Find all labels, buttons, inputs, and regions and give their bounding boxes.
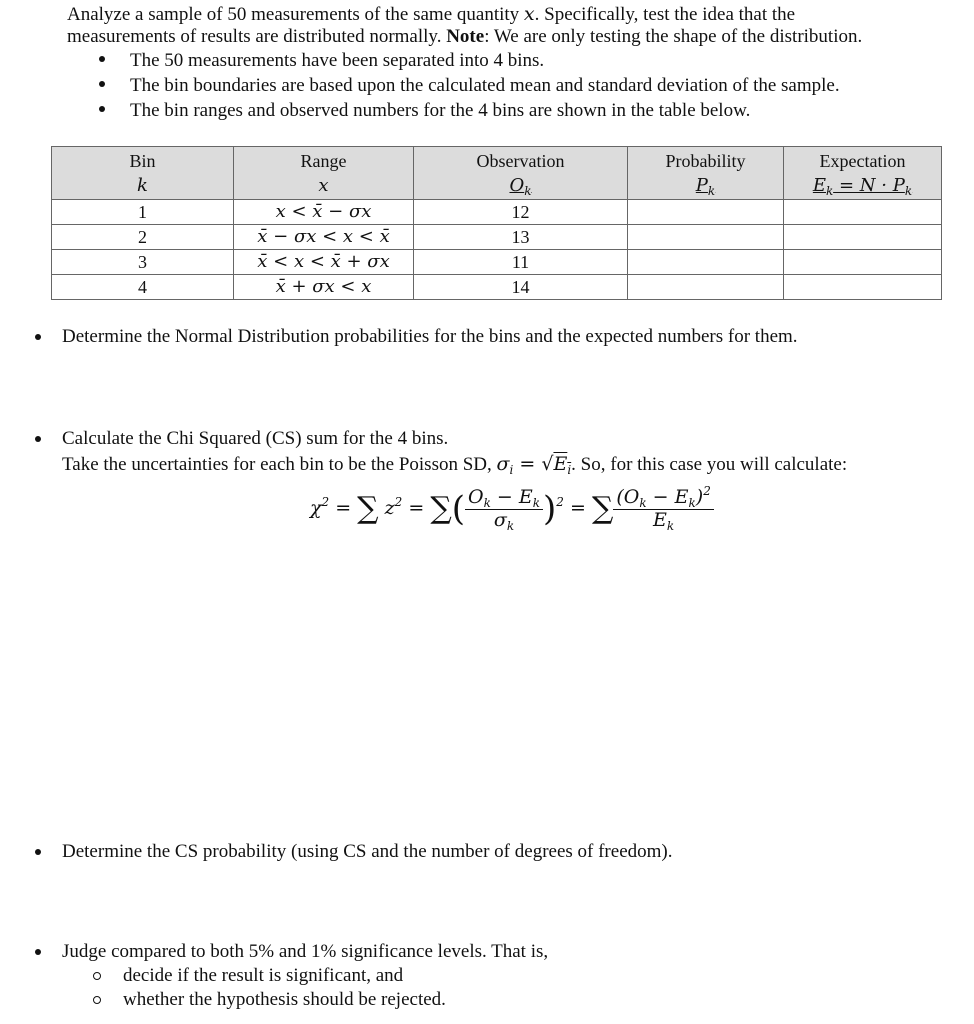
circle-bullet-icon xyxy=(93,972,101,980)
intro-line-1: Analyze a sample of 50 measurements of the same quantity x. Specifically, test the idea that the xyxy=(67,3,796,25)
header-expectation: Expectation $E_k = N \cdot P_k$ xyxy=(784,147,942,200)
table-row xyxy=(52,225,942,250)
cell-observation: 14 xyxy=(414,275,628,300)
cell-range: x < x̄ − σx xyxy=(234,200,414,225)
cell-expectation xyxy=(784,275,942,300)
cell-probability xyxy=(628,275,784,300)
task-normal-probabilities: Determine the Normal Distribution probabilities for the bins and the expected numbers for them. xyxy=(62,326,798,347)
task-chi-squared-line-2: Take the uncertainties for each bin to be the Poisson SD, $\sigma_i = √E_i$. So, for this case you will calculate: xyxy=(62,453,848,477)
bullet-icon xyxy=(99,81,105,87)
task-cs-probability: Determine the CS probability (using CS and the number of degrees of freedom). xyxy=(62,841,673,862)
intro-bullet-3: The bin ranges and observed numbers for the 4 bins are shown in the table below. xyxy=(130,100,751,121)
table-row xyxy=(52,250,942,275)
intro-bullet-2: The bin boundaries are based upon the calculated mean and standard deviation of the sample. xyxy=(130,75,840,96)
cell-observation: 13 xyxy=(414,225,628,250)
table-row xyxy=(52,200,942,225)
bins-table xyxy=(51,146,942,300)
bullet-icon xyxy=(99,56,105,62)
table-header-row xyxy=(52,147,942,200)
header-range: Range x xyxy=(234,147,414,200)
header-probability: Probability $P_k$ xyxy=(628,147,784,200)
cell-observation: 11 xyxy=(414,250,628,275)
cell-expectation xyxy=(784,200,942,225)
table-row xyxy=(52,275,942,300)
intro-bullet-1: The 50 measurements have been separated into 4 bins. xyxy=(130,50,545,71)
cell-expectation xyxy=(784,225,942,250)
subtask-significant: decide if the result is significant, and xyxy=(123,965,404,986)
bullet-icon xyxy=(35,334,41,340)
bullet-icon xyxy=(35,949,41,955)
cell-probability xyxy=(628,200,784,225)
header-observation: Observation $O_k$ xyxy=(414,147,628,200)
cell-probability xyxy=(628,250,784,275)
header-bin: Bin k xyxy=(52,147,234,200)
cell-probability xyxy=(628,225,784,250)
circle-bullet-icon xyxy=(93,996,101,1004)
cell-bin: 1 xyxy=(52,200,234,225)
cell-bin: 4 xyxy=(52,275,234,300)
chi-squared-formula: $\chi^2$ = ∑ $z^2$ = ∑( $\frac{O_k - E_k}{\sigma_k}$ )$^2$ = ∑ $\frac{(O_k - E_k)^2}{E_k}$ xyxy=(310,478,714,540)
variable-x: x xyxy=(523,3,535,25)
poisson-sd-formula: $\sigma_i = √E_i$ xyxy=(496,453,572,477)
bullet-icon xyxy=(99,106,105,112)
bullet-icon xyxy=(35,436,41,442)
bullet-icon xyxy=(35,849,41,855)
cell-observation: 12 xyxy=(414,200,628,225)
cell-range: x̄ < x < x̄ + σx xyxy=(234,250,414,275)
cell-bin: 2 xyxy=(52,225,234,250)
cell-range: x̄ + σx < x xyxy=(234,275,414,300)
task-chi-squared-line-1: Calculate the Chi Squared (CS) sum for the 4 bins. xyxy=(62,428,449,449)
cell-bin: 3 xyxy=(52,250,234,275)
subtask-reject: whether the hypothesis should be rejected. xyxy=(123,989,446,1010)
task-significance: Judge compared to both 5% and 1% significance levels. That is, xyxy=(62,941,549,962)
cell-expectation xyxy=(784,250,942,275)
note-label: Note xyxy=(446,26,485,47)
intro-line-2: measurements of results are distributed normally. Note: We are only testing the shape of the distribution. xyxy=(67,26,863,47)
cell-range: x̄ − σx < x < x̄ xyxy=(234,225,414,250)
